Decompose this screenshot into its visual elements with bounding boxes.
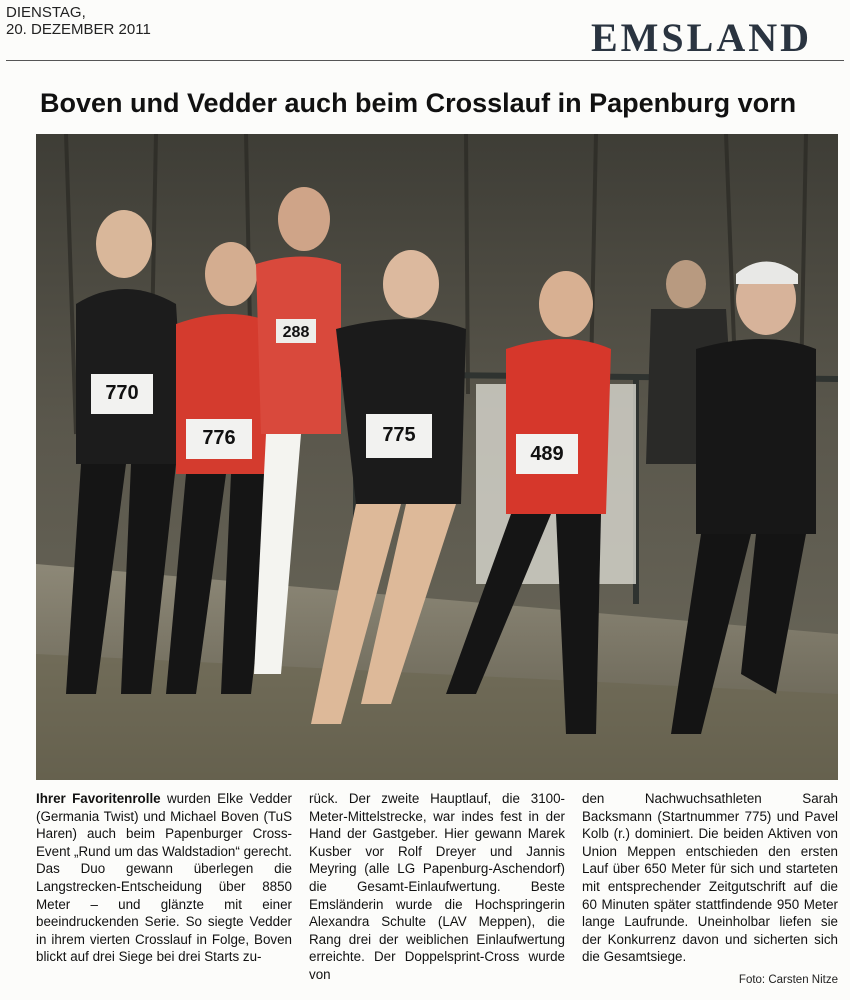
bib-776: 776 (202, 427, 236, 449)
article-body (36, 790, 838, 990)
header-divider (6, 60, 844, 61)
weekday: DIENSTAG, (6, 4, 86, 21)
date: 20. DEZEMBER 2011 (6, 21, 151, 38)
article-column-1-text: wurden Elke Vedder (Germania Twist) und Michael Boven (TuS Haren) auch beim Papenburger Cross-Event „Rund um das Waldstadion“ gerecht. Das Duo gewann überlegen die Langstrecken-Entscheidung über 8850 Meter – und glänzte mit einer beeindruckenden Serie. So siegte Vedder in ihrem vierten Crosslauf in Folge, Boven blickt auf drei Siege bei drei Starts zu- (36, 791, 292, 965)
article-column-2: rück. Der zweite Hauptlauf, die 3100-Meter-Mittelstrecke, war indes fest in der Hand der Gastgeber. Hier gewann Marek Kusber vor Rolf Dreyer und Jannis Meyring (alle LG Papenburg-Aschendorf) die Gesamt-Einlaufwertung. Beste Emsländerin wurde die Hochspringerin Alexandra Schulte (LAV Meppen), die Rang drei der weiblichen Einlaufwertung erreichte. Der Doppelsprint-Cross wurde von (309, 791, 565, 982)
bib-770: 770 (105, 382, 139, 404)
bib-489: 489 (530, 443, 564, 465)
bib-775: 775 (382, 424, 416, 446)
article-lead: Ihrer Favoritenrolle (36, 791, 161, 806)
article-column-3: den Nachwuchsathleten Sarah Backsmann (Startnummer 775) und Pavel Kolb (r.) dominiert. Die beiden Aktiven von Union Meppen entschieden den ersten Lauf über 650 Meter für sich und starteten mit entsprechender Zeitgutschrift auf die 60 Minuten später stattfindende 950 Meter lange Laufrunde. Uneinholbar liefen sie der Konkurrenz davon und sicherten sich die Gesamtsiege. (582, 791, 838, 965)
photo-credit: Foto: Carsten Nitze (738, 974, 838, 986)
article-column-1 (36, 790, 292, 990)
issue-date (6, 4, 151, 38)
article-headline: Boven und Vedder auch beim Crosslauf in Papenburg vorn (40, 88, 797, 118)
bib-288: 288 (282, 324, 310, 341)
article-photo (36, 134, 838, 780)
section-title: EMSLAND (590, 15, 812, 60)
